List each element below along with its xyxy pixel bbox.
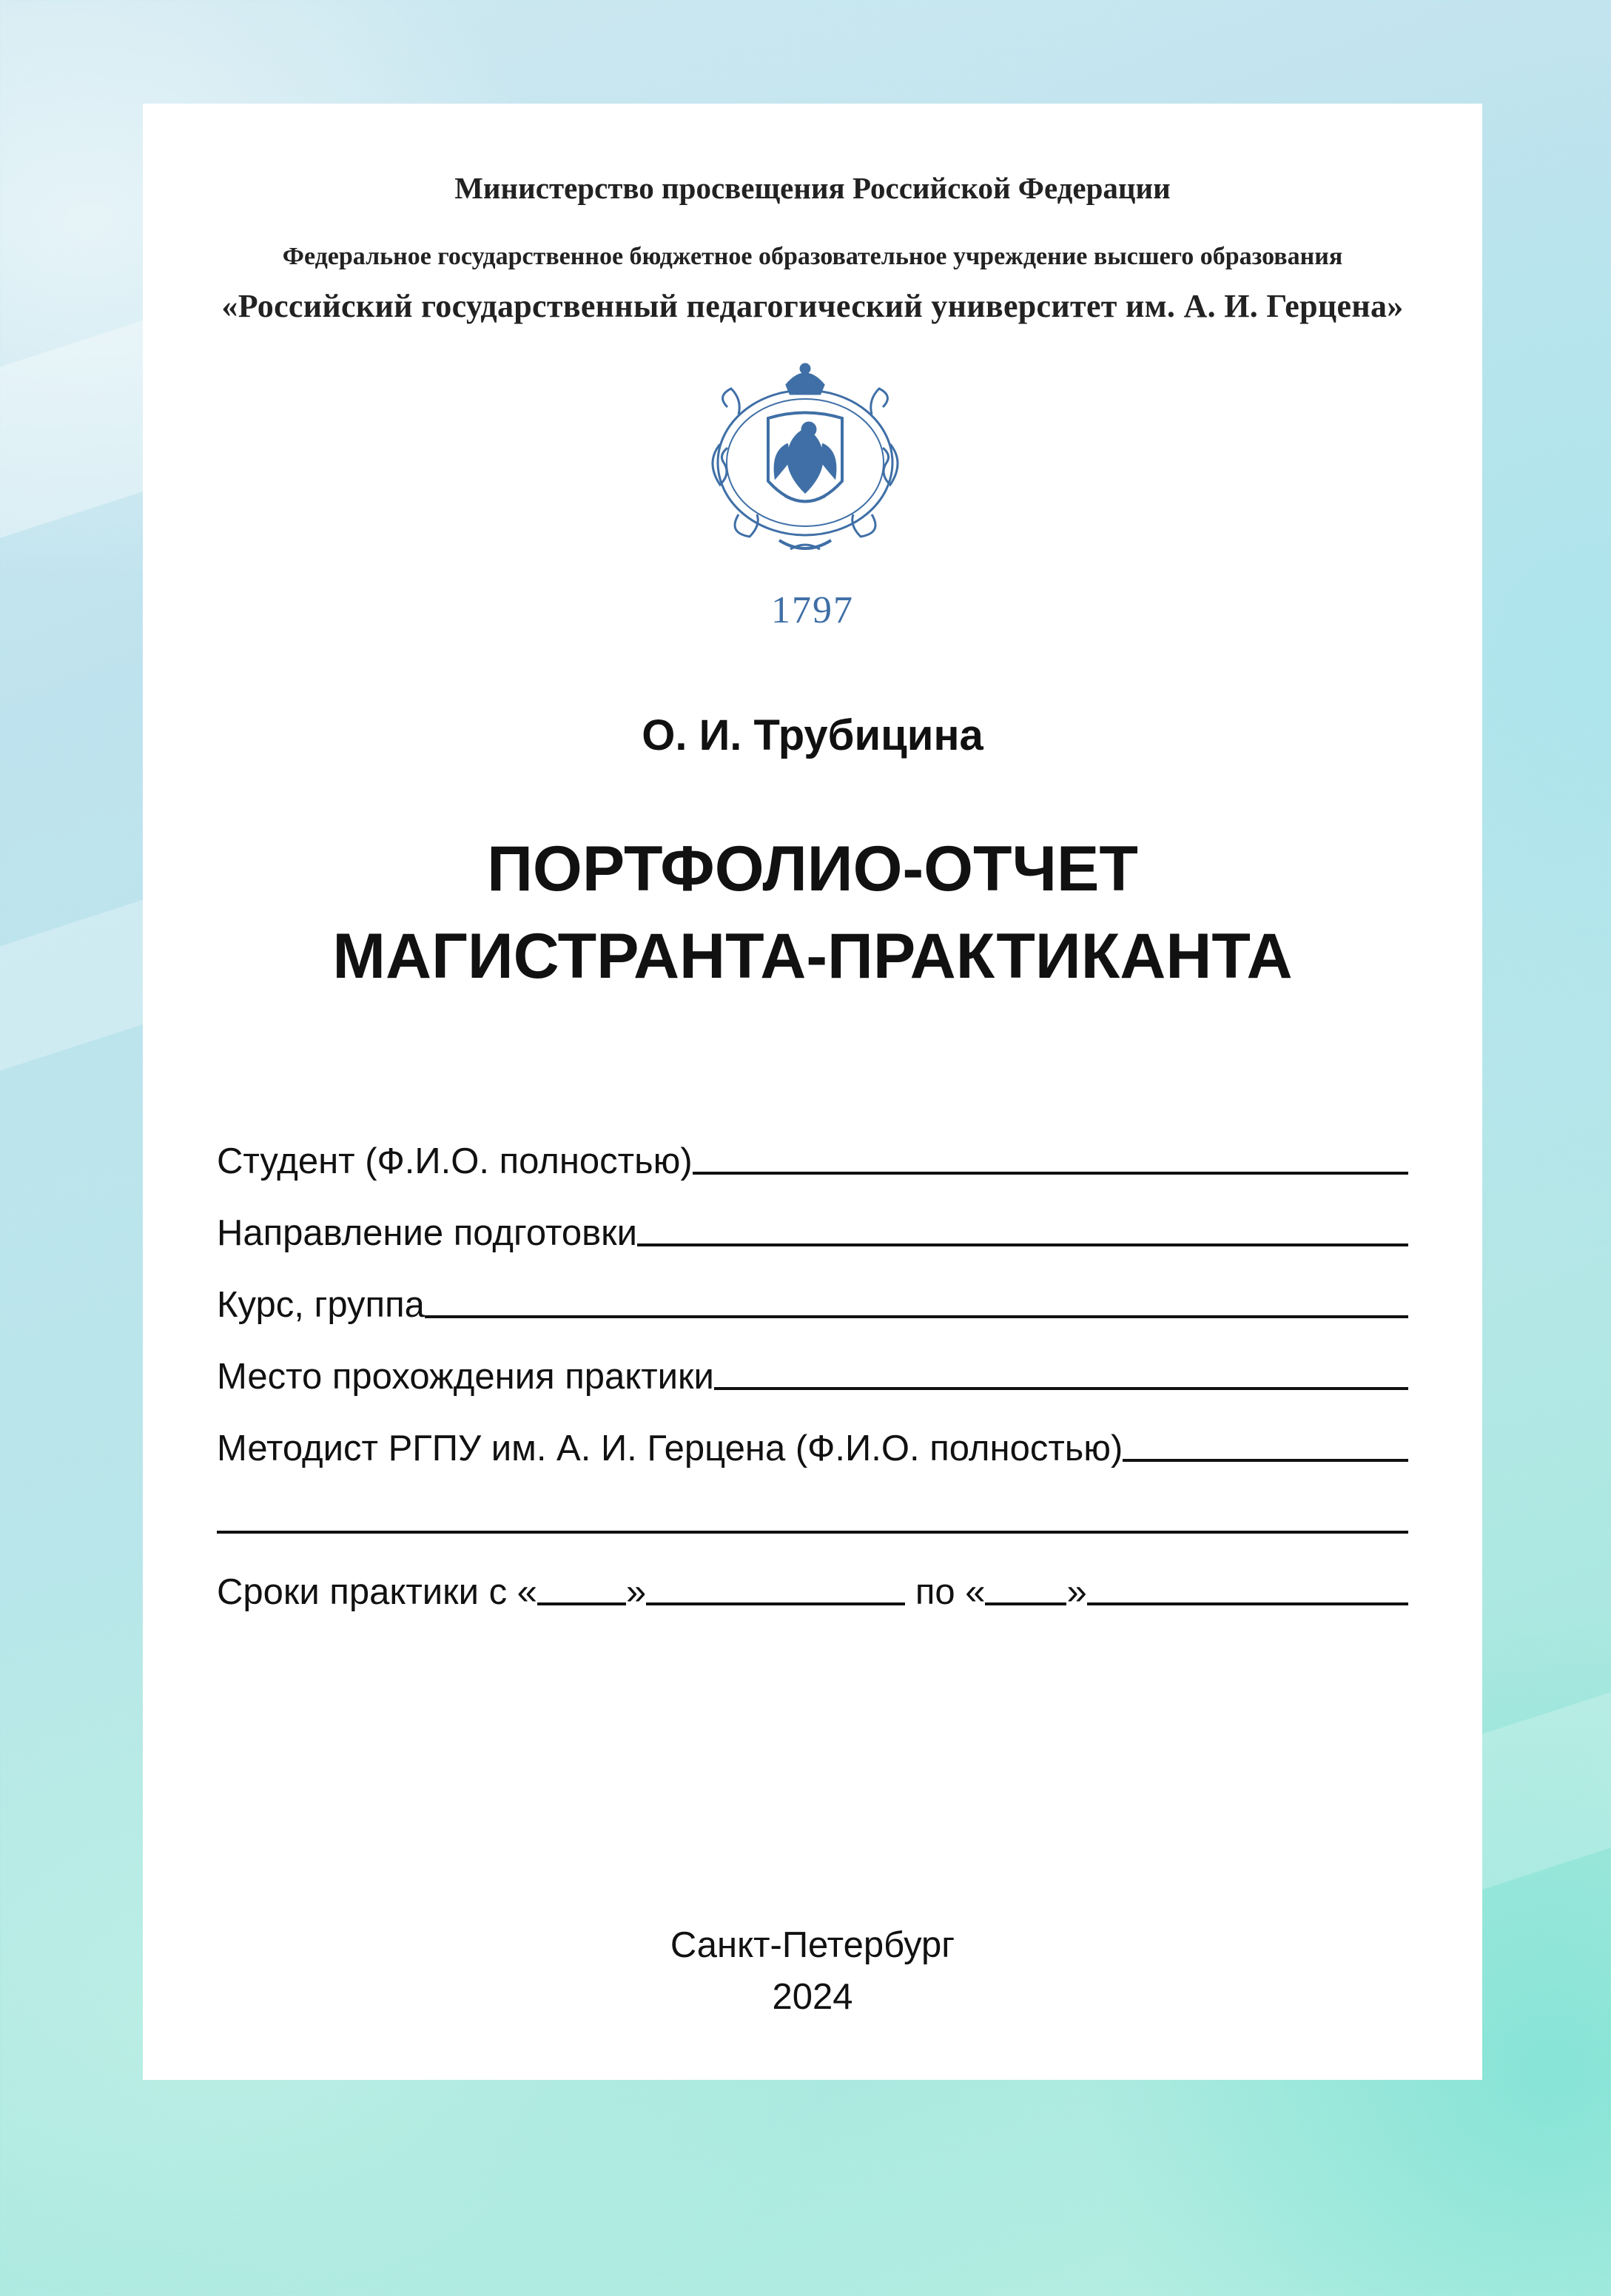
document-title-line2: МАГИСТРАНТА-ПРАКТИКАНТА: [332, 921, 1293, 992]
practice-place-label: Место прохождения практики: [217, 1357, 714, 1397]
form-fields: [217, 1110, 1408, 1613]
institution-type: Федеральное государственное бюджетное образовательное учреждение высшего образования: [282, 243, 1343, 270]
practice-place-blank-line[interactable]: [714, 1386, 1408, 1390]
student-blank-line[interactable]: [693, 1171, 1408, 1175]
direction-label: Направление подготовки: [217, 1213, 637, 1253]
dates-close-quote-2: »: [1066, 1572, 1087, 1612]
student-field: [217, 1110, 1408, 1182]
dates-prefix: Сроки практики с «: [217, 1572, 537, 1612]
dates-mid: по «: [905, 1572, 986, 1612]
dates-close-quote-1: »: [625, 1572, 647, 1612]
start-day-blank[interactable]: [537, 1602, 626, 1605]
author-name: О. И. Трубицина: [642, 711, 983, 759]
pelican-coat-of-arms-icon: [698, 355, 912, 563]
end-day-blank[interactable]: [985, 1602, 1066, 1605]
university-name: «Российский государственный педагогический университет им. А. И. Герцена»: [221, 288, 1404, 324]
methodist-blank-line[interactable]: [1123, 1458, 1408, 1462]
methodist-field: [217, 1397, 1408, 1469]
methodist-continuation-line[interactable]: [217, 1530, 1408, 1534]
direction-blank-line[interactable]: [637, 1243, 1408, 1246]
start-month-blank[interactable]: [646, 1602, 905, 1605]
course-group-field: [217, 1254, 1408, 1326]
document-title-line1: ПОРТФОЛИО-ОТЧЕТ: [487, 833, 1138, 904]
methodist-label: Методист РГПУ им. А. И. Герцена (Ф.И.О. полностью): [217, 1429, 1123, 1468]
ministry-title: Министерство просвещения Российской Федерации: [454, 171, 1171, 205]
course-group-blank-line[interactable]: [425, 1315, 1408, 1318]
methodist-continuation-field: [217, 1469, 1408, 1541]
practice-dates-field: [217, 1541, 1408, 1613]
document-title: [143, 825, 1482, 1000]
practice-place-field: [217, 1326, 1408, 1397]
document-page: [143, 104, 1482, 2080]
footer-city: Санкт-Петербург: [670, 1925, 955, 1965]
end-month-blank[interactable]: [1087, 1602, 1408, 1605]
course-group-label: Курс, группа: [217, 1285, 425, 1325]
direction-field: [217, 1182, 1408, 1254]
footer-year: 2024: [772, 1977, 853, 2017]
founding-year: 1797: [771, 589, 854, 631]
student-label: Студент (Ф.И.О. полностью): [217, 1141, 693, 1181]
